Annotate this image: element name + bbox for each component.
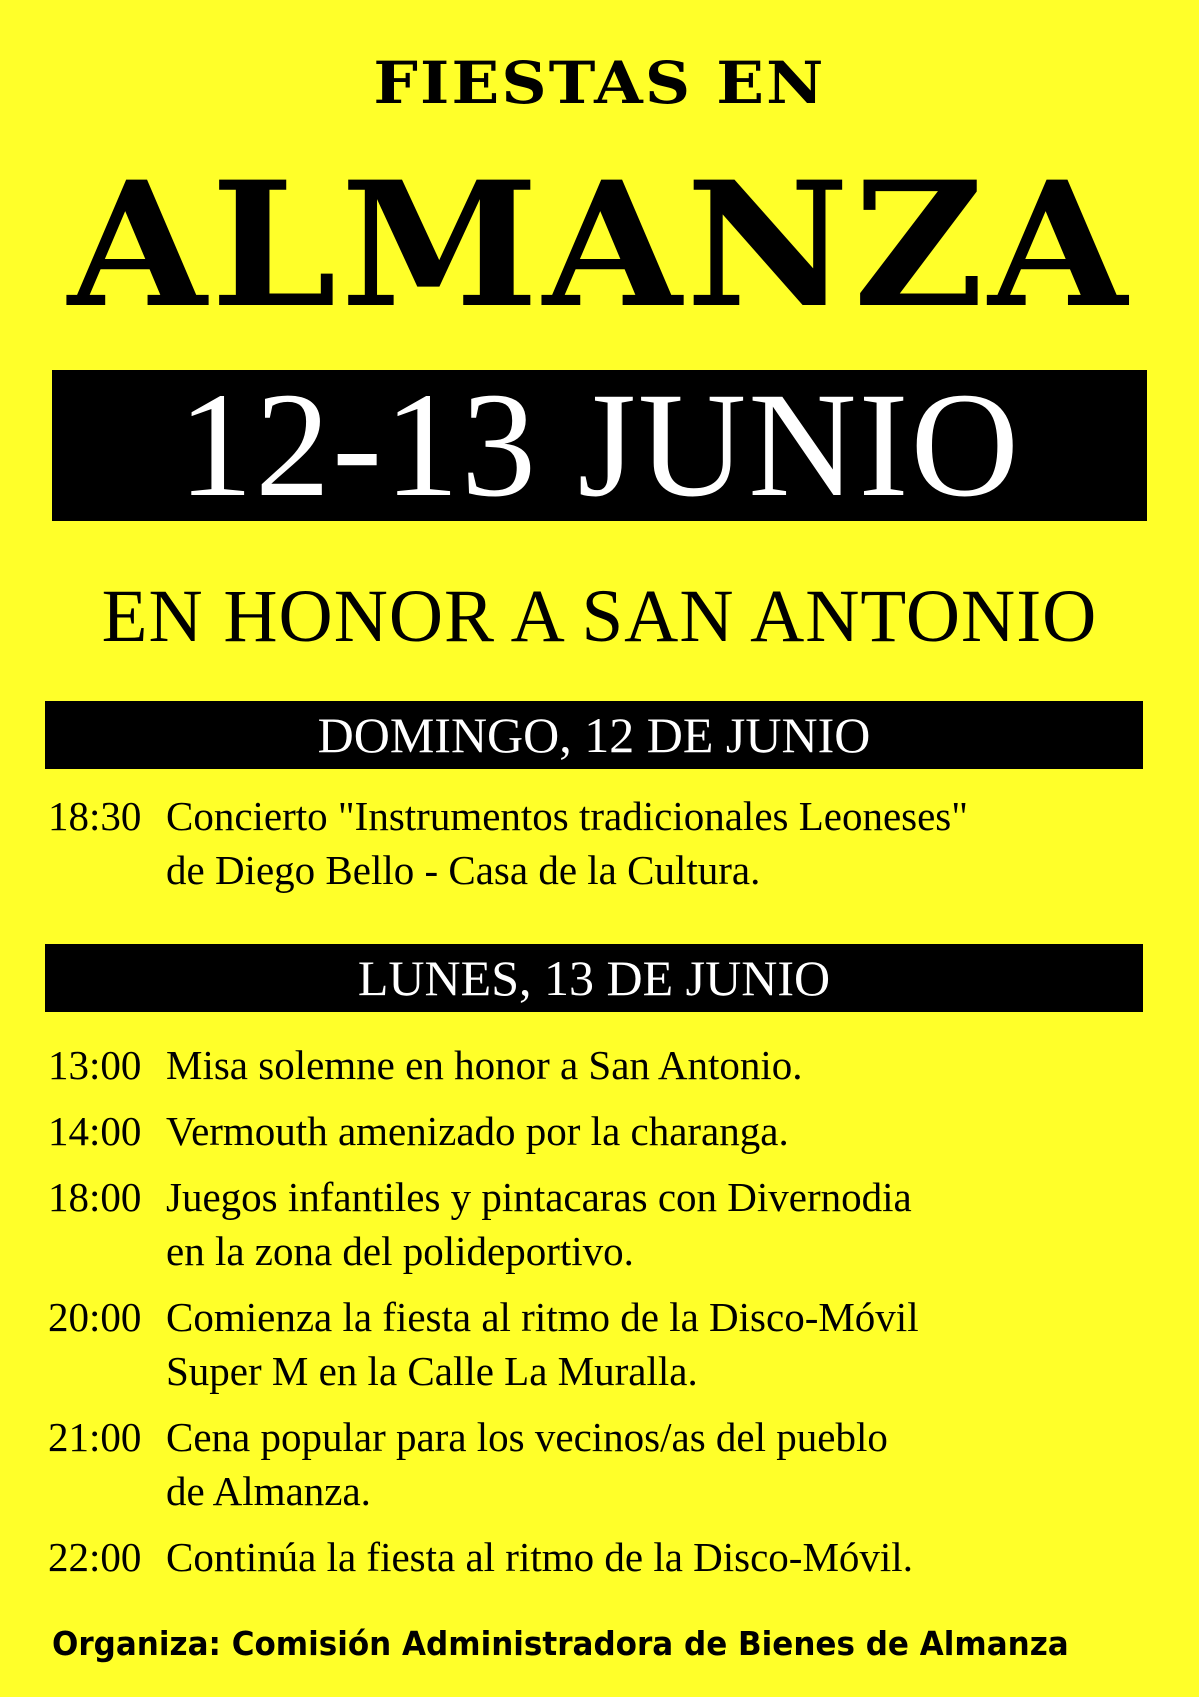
event-text-line: de Almanza. (166, 1468, 371, 1514)
event-time: 18:30 (48, 793, 142, 839)
event-description (166, 1290, 1168, 1398)
day-heading-sunday: DOMINGO, 12 DE JUNIO (45, 701, 1143, 769)
event-text-line: Juegos infantiles y pintacaras con Divernodia (166, 1174, 912, 1220)
event-description (166, 789, 1168, 897)
event-item (48, 1290, 1168, 1398)
event-item (48, 1038, 1168, 1092)
event-time: 14:00 (48, 1108, 142, 1154)
event-text-line: Comienza la fiesta al ritmo de la Disco-Móvil (166, 1294, 919, 1340)
event-item (48, 789, 1168, 897)
poster-subtitle: EN HONOR A SAN ANTONIO (101, 575, 1098, 658)
event-text-line: en la zona del polideportivo. (166, 1228, 634, 1274)
event-time: 18:00 (48, 1174, 142, 1220)
event-time: 22:00 (48, 1534, 142, 1580)
event-item (48, 1530, 1168, 1584)
poster-pre-title: FIESTAS EN (373, 49, 826, 117)
event-description (166, 1170, 1168, 1278)
event-item (48, 1104, 1168, 1158)
poster-title: ALMANZA (67, 143, 1132, 346)
event-description (166, 1104, 1168, 1158)
event-text-line: Cena popular para los vecinos/as del pueblo (166, 1414, 888, 1460)
event-text-line: Misa solemne en honor a San Antonio. (166, 1042, 803, 1088)
event-text-line: Vermouth amenizado por la charanga. (166, 1108, 789, 1154)
event-list-monday (48, 1038, 1168, 1596)
event-item (48, 1410, 1168, 1518)
date-banner: 12-13 JUNIO (52, 370, 1147, 521)
event-item (48, 1170, 1168, 1278)
event-time: 13:00 (48, 1042, 142, 1088)
organizer-credit: Organiza: Comisión Administradora de Bienes de Almanza (52, 1624, 1069, 1663)
event-list-sunday (48, 789, 1168, 897)
day-heading-monday: LUNES, 13 DE JUNIO (45, 944, 1143, 1012)
event-description (166, 1530, 1168, 1584)
event-time: 20:00 (48, 1294, 142, 1340)
event-text-line: Concierto "Instrumentos tradicionales Leoneses" (166, 793, 969, 839)
event-description (166, 1410, 1168, 1518)
event-text-line: Super M en la Calle La Muralla. (166, 1348, 698, 1394)
event-description (166, 1038, 1168, 1092)
event-text-line: de Diego Bello - Casa de la Cultura. (166, 847, 761, 893)
event-text-line: Continúa la fiesta al ritmo de la Disco-Móvil. (166, 1534, 913, 1580)
event-time: 21:00 (48, 1414, 142, 1460)
